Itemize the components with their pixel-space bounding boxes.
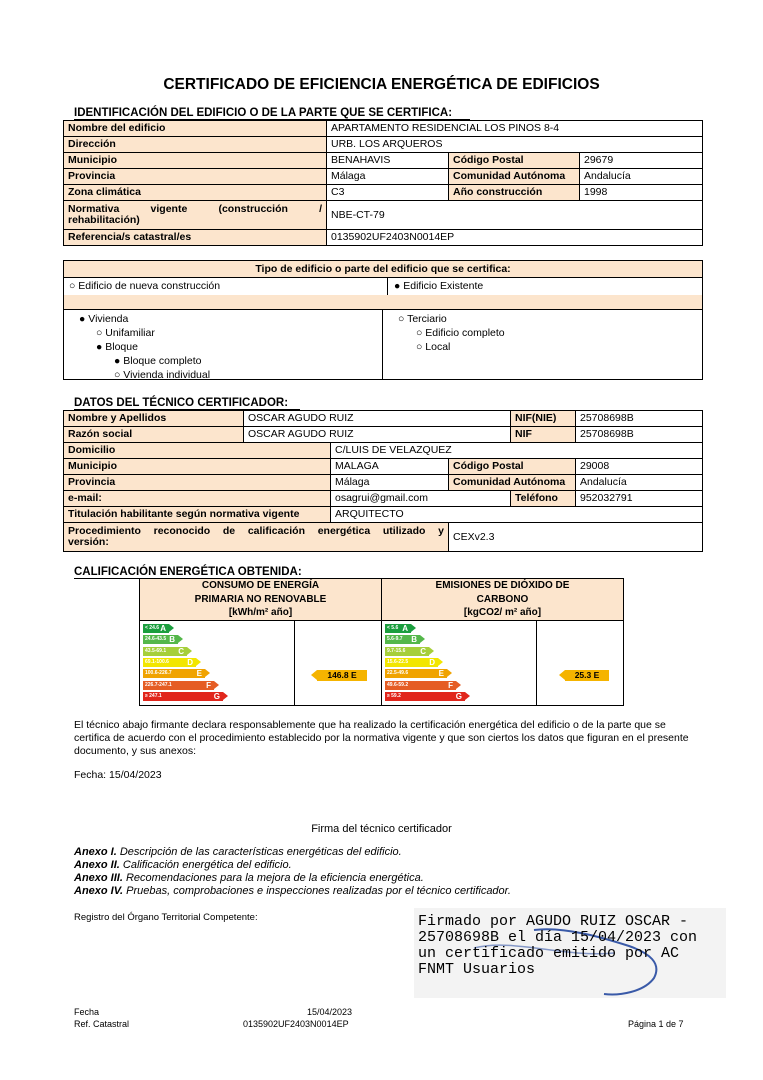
value-codigo-postal: 29008 (576, 459, 703, 475)
document-title: CERTIFICADO DE EFICIENCIA ENERGÉTICA DE EDIFICIOS (163, 76, 600, 93)
normativa-word: Normativa (68, 203, 120, 215)
anexo-item (74, 872, 511, 885)
consumo-letter-a: A (160, 624, 166, 633)
consumo-bar-e (143, 669, 205, 678)
consumo-range-f: 226.7-247.1 (145, 681, 172, 688)
option-edificio-existente: ● Edificio Existente (394, 280, 484, 292)
emisiones-bar-d (385, 658, 438, 667)
signature-line: FNMT Usuarios (418, 961, 536, 978)
bar-arrow-icon (223, 692, 228, 700)
consumo-rating-value: 146.8 E (327, 670, 357, 680)
consumo-rating-marker (317, 670, 367, 681)
value-procedimiento: CEXv2.3 (449, 523, 703, 552)
label-municipio: Municipio (64, 153, 327, 169)
emisiones-rating-value: 25.3 E (574, 670, 600, 680)
calificacion-heading: CALIFICACIÓN ENERGÉTICA OBTENIDA: (74, 566, 302, 578)
option-vivienda-individual: ○ Vivienda individual (114, 369, 211, 381)
footer-fecha-label: Fecha (74, 1007, 100, 1017)
value-nif-nie: 25708698B (576, 411, 703, 427)
anexo-desc: Recomendaciones para la mejora de la eficiencia energética. (122, 872, 424, 884)
consumo-letter-f: F (206, 680, 211, 690)
option-bloque: ● Bloque (96, 341, 138, 353)
bar-arrow-icon (411, 624, 416, 632)
emisiones-letter-c: C (420, 646, 426, 656)
emisiones-bar-c (385, 647, 429, 656)
consumo-letter-g: G (213, 691, 220, 701)
label-nif-nie: NIF(NIE) (511, 411, 576, 427)
value-codigo-postal: 29679 (580, 153, 703, 169)
value-municipio: BENAHAVIS (327, 153, 449, 169)
procedimiento-word: energética (317, 525, 371, 537)
emisiones-range-f: 49.6-59.2 (387, 681, 409, 688)
footer-ref: 0135902UF2403N0014EP (243, 1019, 349, 1029)
consumo-bar-a (143, 624, 169, 633)
label-domicilio: Domicilio (64, 443, 331, 459)
footer-ref-label: Ref. Catastral (74, 1019, 130, 1029)
value-nombre-apellidos: OSCAR AGUDO RUIZ (244, 411, 511, 427)
anexos-list (74, 846, 511, 898)
procedimiento-word: Procedimiento (68, 525, 141, 537)
option-terciario: ○ Terciario (398, 313, 447, 325)
emisiones-bar-f (385, 681, 456, 690)
anexo-name: Anexo III. (74, 872, 123, 884)
bar-arrow-icon (456, 681, 461, 689)
value-referencia-catastral: 0135902UF2403N0014EP (327, 230, 703, 246)
marker-arrow (311, 670, 317, 680)
marker-arrow (559, 670, 565, 680)
footer-page: Página 1 de 7 (628, 1019, 684, 1029)
label-telefono: Teléfono (511, 491, 576, 507)
procedimiento-word: de (222, 525, 236, 537)
option-unifamiliar: ○ Unifamiliar (96, 327, 155, 339)
label-codigo-postal: Código Postal (449, 153, 580, 169)
value-nombre-edificio: APARTAMENTO RESIDENCIAL LOS PINOS 8-4 (327, 121, 703, 137)
tipo-vivienda-tree (64, 310, 383, 379)
anexo-desc: Calificación energética del edificio. (119, 859, 292, 871)
value-titulacion: ARQUITECTO (331, 507, 703, 523)
emisiones-range-e: 22.5-49.6 (387, 670, 409, 677)
anexo-name: Anexo I. (74, 846, 117, 858)
emisiones-letter-f: F (448, 680, 453, 690)
anexo-desc: Descripción de las características energéticas del edificio. (116, 846, 402, 858)
option-edificio-completo: ○ Edificio completo (416, 327, 505, 339)
label-zona-climatica: Zona climática (64, 185, 327, 201)
consumo-letter-c: C (178, 646, 184, 656)
bar-arrow-icon (447, 669, 452, 677)
option-vivienda: ● Vivienda (79, 313, 129, 325)
label-normativa (64, 201, 327, 230)
label-comunidad-autonoma: Comunidad Autónoma (449, 169, 580, 185)
emisiones-letter-d: D (429, 657, 435, 667)
value-comunidad-autonoma: Andalucía (580, 169, 703, 185)
consumo-bar-c (143, 647, 187, 656)
value-comunidad-autonoma: Andalucía (576, 475, 703, 491)
digital-signature-stamp (414, 908, 726, 998)
label-nif: NIF (511, 427, 576, 443)
emisiones-range-c: 9.7-15.6 (387, 647, 406, 654)
emisiones-range-a: < 5.6 (387, 625, 399, 631)
anexo-name: Anexo II. (74, 859, 120, 871)
label-nombre-apellidos: Nombre y Apellidos (64, 411, 244, 427)
bar-arrow-icon (187, 647, 192, 655)
bar-arrow-icon (178, 635, 183, 643)
procedimiento-word: y (438, 525, 444, 537)
bar-arrow-icon (196, 658, 201, 666)
emisiones-letter-e: E (438, 669, 444, 679)
emisiones-title-line: EMISIONES DE DIÓXIDO DE (435, 580, 570, 591)
tipo-terciario-tree (383, 310, 505, 379)
label-referencia-catastral: Referencia/s catastral/es (64, 230, 327, 246)
consumo-range-d: 69.1-100.6 (145, 658, 169, 665)
emisiones-letter-b: B (411, 635, 417, 645)
emisiones-bar-a (385, 624, 411, 633)
normativa-word: / (319, 203, 322, 215)
anexo-item (74, 859, 511, 872)
emisiones-bar-b (385, 635, 420, 644)
consumo-letter-d: D (187, 657, 193, 667)
footer-fecha: 15/04/2023 (307, 1007, 353, 1017)
tipo-detail (63, 309, 703, 380)
emisiones-range-b: 5.6-9.7 (387, 636, 403, 643)
label-municipio: Municipio (64, 459, 331, 475)
value-provincia: Málaga (327, 169, 449, 185)
emisiones-scale-panel (381, 620, 624, 706)
bar-arrow-icon (214, 681, 219, 689)
anexo-item (74, 846, 511, 859)
consumo-range-b: 24.6-43.5 (145, 636, 167, 643)
bar-arrow-icon (169, 624, 174, 632)
label-comunidad-autonoma: Comunidad Autónoma (449, 475, 576, 491)
label-titulacion: Titulación habilitante según normativa vigente (64, 507, 331, 523)
consumo-letter-b: B (169, 635, 175, 645)
column-divider (294, 621, 295, 705)
signature-line: un certificado emitido por AC (418, 945, 680, 962)
consumo-panel-title (139, 578, 382, 621)
tecnico-section-heading: DATOS DEL TÉCNICO CERTIFICADOR: (74, 397, 289, 409)
value-telefono: 952032791 (576, 491, 703, 507)
value-provincia: Málaga (331, 475, 449, 491)
consumo-bar-g (143, 692, 223, 701)
consumo-bar-f (143, 681, 214, 690)
emisiones-title-line: [kgCO2/ m² año] (463, 607, 542, 618)
declaracion-text: El técnico abajo firmante declara responsablemente que ha realizado la certificación energética del edificio o de la parte que se certifica de acuerdo con el procedimiento establecido por la normativa vigente y que son ciertos los datos que figuran en el presente documento, y sus anexos: (74, 719, 689, 757)
emisiones-range-d: 15.6-22.5 (387, 658, 409, 665)
tipo-row-nueva-existente (63, 277, 703, 296)
value-direccion: URB. LOS ARQUEROS (327, 137, 703, 153)
column-divider (536, 621, 537, 705)
emisiones-bar-e (385, 669, 447, 678)
normativa-word: (construcción (218, 203, 288, 215)
label-ano-construccion: Año construcción (449, 185, 580, 201)
tecnico-table (63, 410, 703, 552)
bar-arrow-icon (429, 647, 434, 655)
value-municipio: MALAGA (331, 459, 449, 475)
firma-label: Firma del técnico certificador (311, 823, 452, 835)
option-nueva-construccion: ○ Edificio de nueva construcción (64, 278, 388, 295)
consumo-letter-e: E (196, 669, 202, 679)
procedimiento-word: calificación (247, 525, 306, 537)
label-provincia: Provincia (64, 169, 327, 185)
tipo-separator (63, 295, 703, 310)
fecha-text: Fecha: 15/04/2023 (74, 769, 162, 781)
bar-arrow-icon (438, 658, 443, 666)
emisiones-rating-marker (565, 670, 609, 681)
label-procedimiento (64, 523, 449, 552)
signature-line: Firmado por AGUDO RUIZ OSCAR - (418, 913, 689, 930)
building-id-table (63, 120, 703, 246)
consumo-range-c: 43.5-69.1 (145, 647, 167, 654)
label-nombre-edificio: Nombre del edificio (64, 121, 327, 137)
anexo-name: Anexo IV. (74, 885, 124, 897)
emisiones-bar-g (385, 692, 465, 701)
bar-arrow-icon (420, 635, 425, 643)
value-email: osagrui@gmail.com (331, 491, 511, 507)
consumo-scale-panel (139, 620, 382, 706)
value-ano-construccion: 1998 (580, 185, 703, 201)
signature-line: 25708698B el día 15/04/2023 con (418, 929, 698, 946)
value-normativa: NBE-CT-79 (327, 201, 703, 230)
consumo-title-line: CONSUMO DE ENERGÍA (201, 580, 320, 591)
normativa-word: vigente (150, 203, 188, 215)
consumo-range-g: ≥ 247.1 (145, 692, 162, 699)
label-email: e-mail: (64, 491, 331, 507)
procedimiento-word: utilizado (382, 525, 426, 537)
label-provincia: Provincia (64, 475, 331, 491)
procedimiento-word: reconocido (153, 525, 211, 537)
emisiones-letter-a: A (402, 624, 408, 633)
consumo-bar-b (143, 635, 178, 644)
bar-arrow-icon (205, 669, 210, 677)
anexo-desc: Pruebas, comprobaciones e inspecciones realizadas por el técnico certificador. (123, 885, 511, 897)
bar-arrow-icon (465, 692, 470, 700)
id-section-heading: IDENTIFICACIÓN DEL EDIFICIO O DE LA PARTE QUE SE CERTIFICA: (74, 107, 453, 119)
consumo-title-line: PRIMARIA NO RENOVABLE (194, 593, 327, 605)
consumo-range-a: < 24.6 (145, 625, 160, 631)
emisiones-panel-title (381, 578, 624, 621)
value-zona-climatica: C3 (327, 185, 449, 201)
consumo-range-e: 100.6-226.7 (145, 670, 172, 677)
value-nif: 25708698B (576, 427, 703, 443)
emisiones-range-g: ≥ 59.2 (387, 692, 401, 699)
label-codigo-postal: Código Postal (449, 459, 576, 475)
option-bloque-completo: ● Bloque completo (114, 355, 202, 367)
registro-label: Registro del Órgano Territorial Competente: (74, 912, 258, 923)
value-razon-social: OSCAR AGUDO RUIZ (244, 427, 511, 443)
emisiones-letter-g: G (455, 691, 462, 701)
anexo-item (74, 885, 511, 898)
tipo-heading: Tipo de edificio o parte del edificio que se certifica: (63, 260, 703, 277)
consumo-bar-d (143, 658, 196, 667)
emisiones-title-line: CARBONO (476, 593, 529, 605)
procedimiento-word: versión: (68, 536, 109, 548)
normativa-word: rehabilitación) (68, 214, 140, 226)
label-direccion: Dirección (64, 137, 327, 153)
label-razon-social: Razón social (64, 427, 244, 443)
value-domicilio: C/LUIS DE VELAZQUEZ (331, 443, 703, 459)
option-local: ○ Local (416, 341, 451, 353)
consumo-title-line: [kWh/m² año] (228, 607, 293, 618)
